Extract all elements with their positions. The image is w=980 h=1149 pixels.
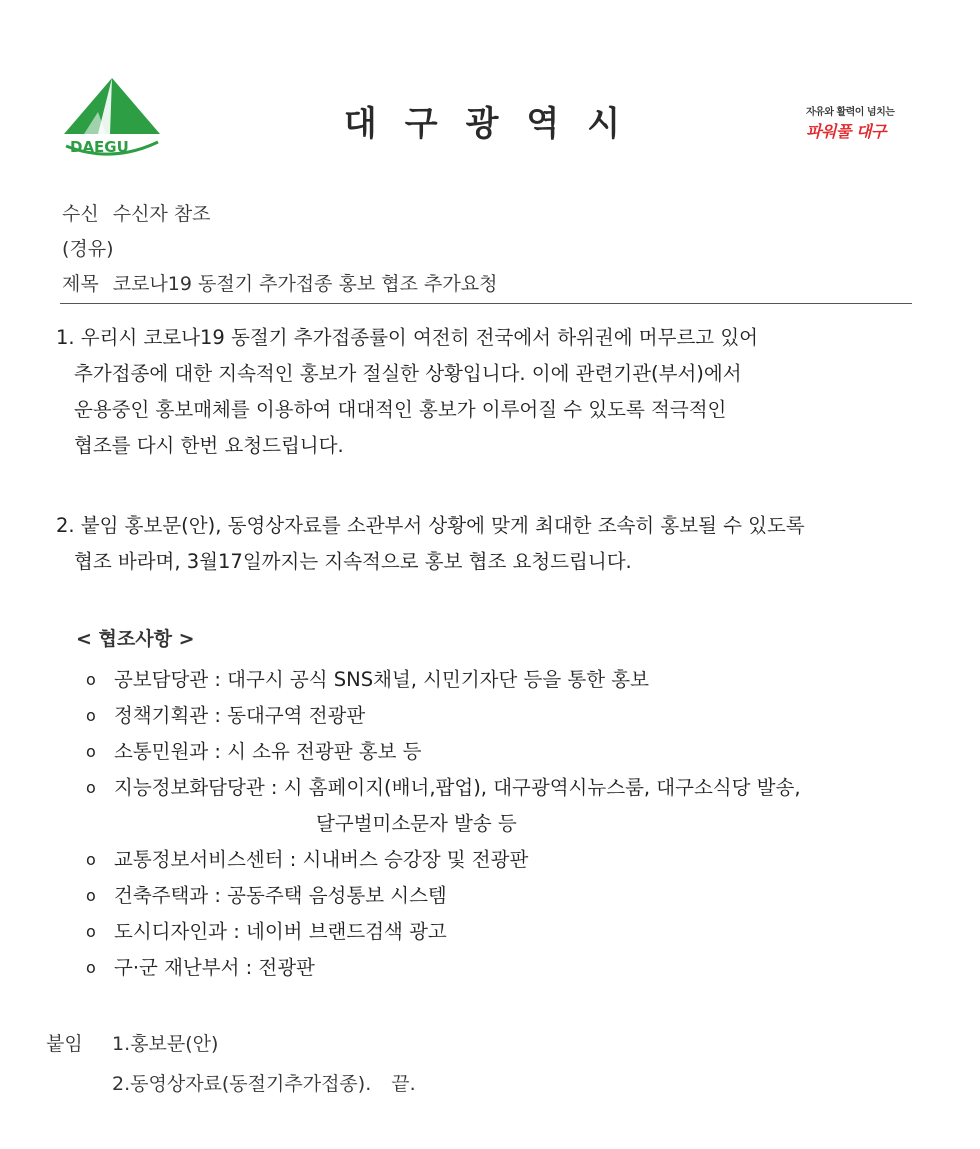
attachments — [46, 1024, 416, 1104]
list-item-text: 지능정보화담당관 : 시 홈페이지(배너,팝업), 대구광역시뉴스룸, 대구소식당 발송, — [114, 776, 801, 799]
list-item-text: 도시디자인과 : 네이버 브랜드검색 광고 — [114, 920, 447, 943]
recipient-row — [62, 197, 511, 232]
cooperation-list — [86, 662, 801, 986]
bullet-icon: o — [86, 922, 96, 941]
recipient-value: 수신자 참조 — [112, 203, 211, 225]
paragraph-2 — [56, 508, 805, 580]
paragraph-line: 추가접종에 대한 지속적인 홍보가 절실한 상황입니다. 이에 관련기관(부서)에서 — [74, 362, 742, 385]
list-item — [86, 770, 801, 806]
list-item — [86, 734, 801, 770]
paragraph-line: 운용중인 홍보매체를 이용하여 대대적인 홍보가 이루어질 수 있도록 적극적인 — [74, 398, 727, 421]
header-divider — [60, 303, 912, 304]
subject-label: 제목 — [62, 273, 99, 295]
list-item — [86, 698, 801, 734]
list-item — [86, 950, 801, 986]
list-item — [86, 842, 801, 878]
list-item — [86, 878, 801, 914]
list-item-text: 정책기획관 : 동대구역 전광판 — [114, 704, 366, 727]
paragraph-line: 협조 바라며, 3월17일까지는 지속적으로 홍보 협조 요청드립니다. — [74, 550, 632, 573]
end-mark: 끝. — [391, 1073, 416, 1095]
bullet-icon: o — [86, 850, 96, 869]
attachment-row — [46, 1024, 416, 1064]
list-item-text: 공보담당관 : 대구시 공식 SNS채널, 시민기자단 등을 통한 홍보 — [114, 668, 649, 691]
bullet-icon: o — [86, 958, 96, 977]
bullet-icon: o — [86, 706, 96, 725]
list-item-text: 소통민원과 : 시 소유 전광판 홍보 등 — [114, 740, 422, 763]
document-header — [0, 0, 980, 190]
list-item-text: 건축주택과 : 공동주택 음성통보 시스템 — [114, 884, 447, 907]
bullet-icon: o — [86, 670, 96, 689]
logo-wordmark: DAEGU — [70, 138, 129, 156]
paragraph-line: 1. 우리시 코로나19 동절기 추가접종률이 여전히 전국에서 하위권에 머무르고 있어 — [56, 326, 758, 349]
paragraph-line: 협조를 다시 한번 요청드립니다. — [74, 434, 344, 457]
slogan-subtitle: 자유와 활력이 넘치는 — [806, 107, 895, 118]
list-item-text: 교통정보서비스센터 : 시내버스 승강장 및 전광판 — [114, 848, 529, 871]
organization-title: 대구광역시 — [343, 104, 649, 144]
paragraph-1 — [56, 320, 758, 464]
bullet-icon: o — [86, 778, 96, 797]
list-item — [86, 662, 801, 698]
subject-row — [62, 267, 511, 302]
bullet-icon: o — [86, 742, 96, 761]
list-item-continuation: 달구벌미소문자 발송 등 — [316, 812, 517, 835]
attachment-row — [46, 1064, 416, 1104]
document-meta — [62, 197, 511, 302]
paragraph-line: 2. 붙임 홍보문(안), 동영상자료를 소관부서 상황에 맞게 최대한 조속히 홍보될 수 있도록 — [56, 514, 805, 537]
list-item-text: 구·군 재난부서 : 전광판 — [114, 956, 315, 979]
slogan-main: 파워풀 대구 — [806, 122, 886, 141]
list-item — [86, 914, 801, 950]
subject-value: 코로나19 동절기 추가접종 홍보 협조 추가요청 — [112, 273, 498, 295]
recipient-label: 수신 — [62, 203, 99, 225]
attachment-item: 2.동영상자료(동절기추가접종). — [112, 1073, 372, 1095]
cooperation-title: < 협조사항 > — [76, 628, 195, 650]
via-row: (경유) — [62, 238, 114, 260]
city-slogan — [806, 103, 926, 142]
bullet-icon: o — [86, 886, 96, 905]
attachment-item: 1.홍보문(안) — [112, 1033, 219, 1055]
attachments-label: 붙임 — [46, 1033, 83, 1055]
